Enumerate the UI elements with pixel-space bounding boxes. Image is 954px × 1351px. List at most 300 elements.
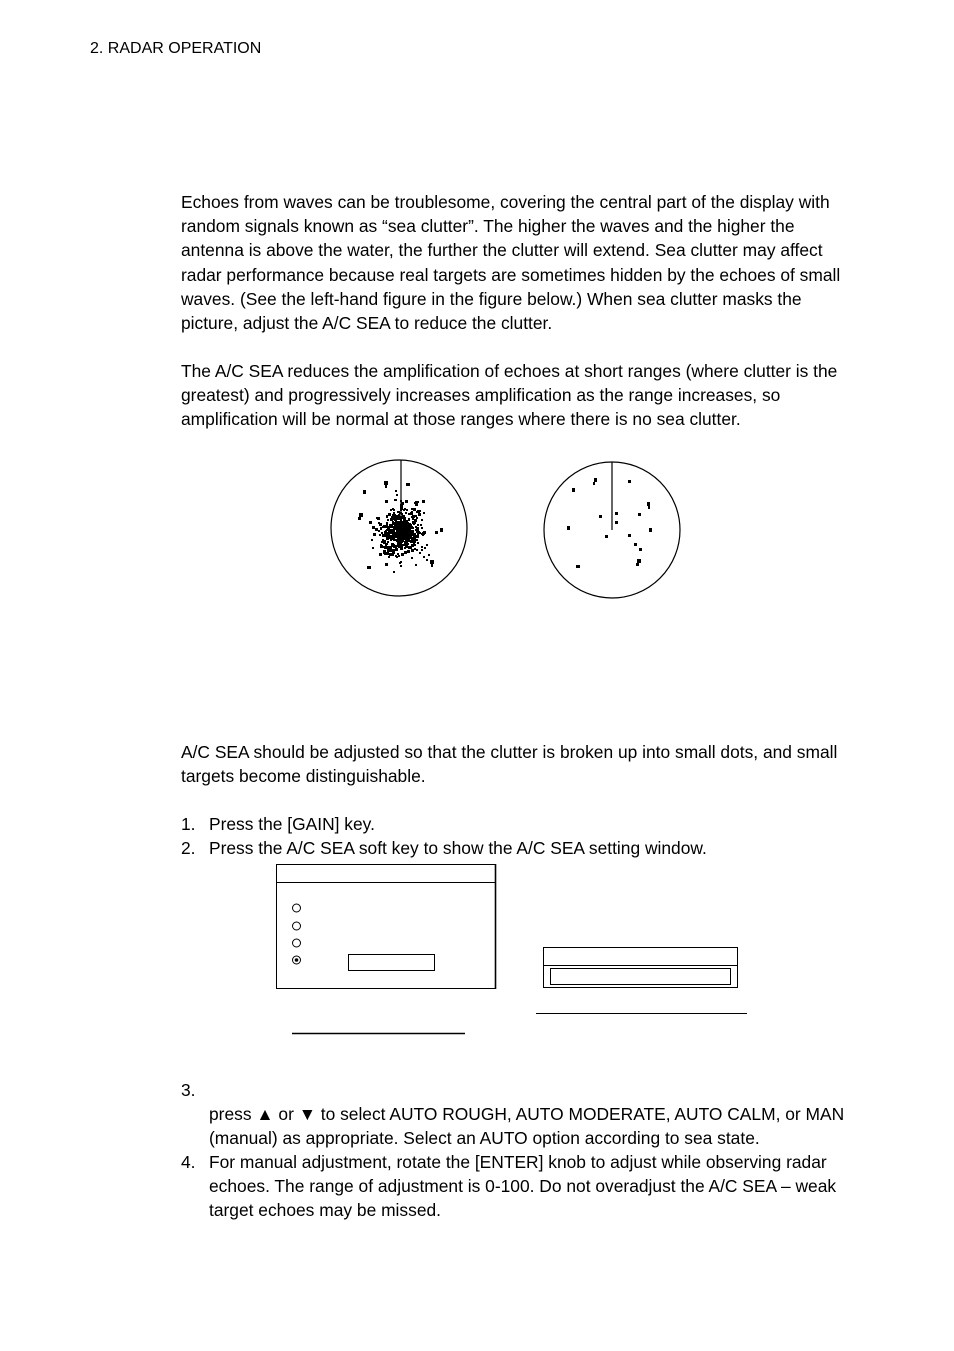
clutter-dot — [398, 545, 401, 548]
clutter-dot — [397, 524, 399, 526]
clutter-dot — [400, 532, 402, 534]
clutter-dot — [398, 511, 400, 513]
clutter-dot — [405, 524, 407, 526]
clutter-dot — [393, 531, 395, 533]
clutter-dot — [408, 535, 410, 537]
clutter-dot — [392, 534, 394, 536]
clutter-dot — [383, 525, 386, 528]
clutter-dot — [415, 515, 417, 517]
clutter-dot — [405, 526, 407, 528]
clutter-dot — [394, 515, 396, 517]
clutter-dot — [401, 529, 403, 531]
clutter-dot — [397, 525, 399, 527]
clutter-dot — [404, 525, 406, 527]
clutter-dot — [383, 546, 385, 548]
clutter-dot — [389, 546, 392, 549]
clutter-dot — [389, 549, 392, 552]
clutter-dot — [410, 547, 412, 549]
clutter-dot — [400, 504, 403, 507]
clutter-dot — [402, 536, 404, 538]
clutter-dot — [415, 501, 417, 503]
clutter-dot — [406, 522, 409, 525]
clutter-dot — [401, 533, 403, 535]
clutter-dot — [402, 539, 404, 541]
clutter-dot — [393, 536, 395, 538]
clutter-dot — [393, 517, 396, 520]
clutter-dot — [404, 532, 406, 534]
clutter-dot — [404, 517, 406, 519]
clutter-dot — [401, 529, 403, 531]
clutter-dot — [404, 531, 406, 533]
clutter-dot — [400, 530, 402, 532]
clutter-dot — [398, 530, 400, 532]
clutter-dot — [381, 532, 383, 534]
clutter-dot — [407, 550, 410, 553]
clutter-dot — [402, 532, 405, 535]
clutter-dot — [400, 520, 402, 522]
clutter-dot — [404, 518, 406, 520]
clutter-dot — [395, 520, 397, 522]
clutter-dot — [414, 534, 416, 536]
clutter-dot — [405, 522, 408, 525]
clutter-dot — [403, 531, 405, 533]
clutter-dot — [388, 529, 391, 532]
clutter-dot — [408, 513, 410, 515]
clutter-dot — [380, 545, 383, 548]
clutter-dot — [400, 533, 402, 535]
clutter-dot — [400, 530, 403, 533]
clutter-dot — [392, 508, 394, 510]
clutter-dot — [400, 522, 402, 524]
clutter-dot — [396, 522, 398, 524]
clutter-dot — [400, 531, 403, 534]
clutter-dot — [404, 521, 407, 524]
clutter-dot — [391, 543, 394, 546]
clutter-dot — [394, 549, 396, 551]
target-echoes-left — [358, 481, 443, 569]
clutter-dot — [406, 526, 408, 528]
clutter-dot — [404, 551, 407, 554]
clutter-dot — [405, 532, 407, 534]
clutter-dot — [397, 533, 399, 535]
clutter-dot — [402, 532, 404, 534]
clutter-dot — [405, 532, 408, 535]
clutter-dot — [401, 516, 404, 519]
clutter-dot — [402, 528, 404, 530]
clutter-dot — [400, 521, 402, 523]
clutter-dot — [403, 509, 405, 511]
clutter-dot — [405, 545, 408, 548]
clutter-dot — [410, 540, 413, 543]
clutter-dot — [388, 536, 390, 538]
clutter-dot — [383, 534, 385, 536]
clutter-dot — [426, 559, 428, 561]
clutter-dot — [410, 527, 412, 529]
clutter-dot — [401, 538, 403, 540]
clutter-dot — [379, 534, 381, 536]
clutter-dot — [411, 544, 414, 547]
clutter-dot — [406, 537, 408, 539]
clutter-dot — [404, 528, 407, 531]
clutter-dot — [404, 544, 406, 546]
clutter-dot — [397, 535, 400, 538]
clutter-dot — [398, 514, 400, 516]
clutter-dot — [401, 527, 404, 530]
clutter-dot — [393, 530, 395, 532]
clutter-dot — [386, 524, 388, 526]
clutter-dot — [397, 533, 399, 535]
clutter-dot — [394, 499, 396, 501]
clutter-dot — [393, 509, 395, 511]
clutter-dot — [411, 537, 414, 540]
clutter-dot — [395, 547, 397, 549]
clutter-dot — [406, 509, 408, 511]
clutter-dot — [423, 531, 426, 534]
clutter-dot — [402, 533, 404, 535]
clutter-dot — [403, 522, 405, 524]
clutter-dot — [392, 522, 394, 524]
clutter-dot — [390, 526, 392, 528]
clutter-dot — [405, 526, 407, 528]
step-number: 1. — [181, 814, 196, 834]
clutter-dot — [395, 517, 397, 519]
clutter-dot — [384, 542, 386, 544]
clutter-dot — [409, 533, 411, 535]
clutter-dot — [389, 532, 391, 534]
clutter-dot — [415, 564, 417, 566]
clutter-dot — [400, 524, 402, 526]
clutter-dot — [393, 514, 396, 517]
clutter-dot — [401, 532, 403, 534]
clutter-dot — [413, 523, 415, 525]
clutter-dot — [386, 546, 389, 549]
clutter-dot — [400, 539, 402, 541]
clutter-dot — [398, 555, 400, 557]
clutter-dot — [400, 516, 403, 519]
clutter-dot — [381, 541, 383, 543]
clutter-dot — [401, 536, 403, 538]
clutter-dot — [414, 519, 416, 521]
clutter-dot — [398, 525, 400, 527]
clutter-dot — [390, 525, 393, 528]
clutter-dot — [405, 530, 407, 532]
clutter-dot — [395, 539, 397, 541]
clutter-dot — [398, 526, 400, 528]
clutter-dot — [393, 516, 395, 518]
clutter-dot — [393, 534, 396, 537]
clutter-dot — [401, 529, 403, 531]
clutter-dot — [401, 529, 403, 531]
clutter-dot — [396, 545, 398, 547]
clutter-dot — [400, 530, 402, 532]
clutter-dot — [396, 515, 398, 517]
clutter-dot — [403, 533, 405, 535]
clutter-dot — [426, 544, 428, 546]
clutter-dot — [409, 527, 411, 529]
clutter-dot — [403, 525, 405, 527]
clutter-dot — [403, 533, 405, 535]
clutter-dot — [404, 537, 406, 539]
clutter-dot — [414, 522, 416, 524]
clutter-dot — [400, 529, 402, 531]
clutter-dot — [399, 525, 401, 527]
clutter-dot — [397, 543, 399, 545]
clutter-dot — [387, 548, 390, 551]
clutter-dot — [402, 538, 404, 540]
clutter-dot — [417, 542, 419, 544]
clutter-dot — [401, 526, 403, 528]
clutter-dot — [396, 525, 398, 527]
clutter-dot — [390, 524, 392, 526]
clutter-dot — [390, 509, 392, 511]
clutter-dot — [398, 529, 400, 531]
clutter-dot — [400, 530, 402, 532]
clutter-dot — [399, 529, 401, 531]
sea-clutter-intro-paragraph: Echoes from waves can be troublesome, covering the central part of the display with random signals known as “sea clutter”. The higher the waves and the higher the antenna is above the water, the further the clutter will extend. Sea clutter may affect radar performance because real targets are sometimes hidden by the echoes of small waves. (See the left-hand figure in the figure below.) When sea clutter masks the picture, adjust the A/C SEA to reduce the clutter. — [181, 192, 841, 334]
clutter-dot — [372, 547, 374, 549]
clutter-dot — [399, 530, 402, 533]
clutter-dot — [402, 535, 404, 537]
clutter-dot — [416, 517, 418, 519]
clutter-dot — [399, 538, 401, 540]
clutter-dot — [398, 527, 400, 529]
clutter-dot — [384, 531, 387, 534]
clutter-dot — [394, 518, 397, 521]
clutter-dot — [406, 520, 408, 522]
radio-option-auto-calm — [293, 939, 301, 947]
clutter-dot — [411, 538, 413, 540]
clutter-dot — [394, 526, 396, 528]
clutter-dot — [404, 533, 406, 535]
clutter-dot — [392, 523, 394, 525]
clutter-dot — [404, 538, 406, 540]
clutter-dot — [413, 538, 416, 541]
adjustment-guidance-paragraph: A/C SEA should be adjusted so that the clutter is broken up into small dots, and small targets become distinguishable. — [181, 742, 838, 787]
clutter-dot — [401, 530, 403, 532]
clutter-dot — [418, 513, 421, 516]
clutter-dot — [423, 556, 425, 558]
clutter-dot — [406, 522, 408, 524]
clutter-dot — [398, 527, 400, 529]
clutter-dot — [400, 534, 403, 537]
clutter-dot — [400, 530, 403, 533]
clutter-dot — [399, 512, 401, 514]
clutter-dot — [408, 523, 411, 526]
clutter-dot — [397, 538, 399, 540]
clutter-dot — [412, 530, 414, 532]
clutter-dot — [403, 528, 406, 531]
radio-option-auto-rough — [293, 904, 301, 912]
clutter-dot — [389, 537, 391, 539]
clutter-dot — [410, 533, 412, 535]
clutter-dot — [403, 528, 405, 530]
clutter-dot — [390, 538, 392, 540]
clutter-dot — [405, 530, 407, 532]
clutter-dot — [415, 503, 418, 506]
clutter-dot — [408, 528, 411, 531]
clutter-dot — [411, 533, 413, 535]
clutter-dot — [389, 514, 391, 516]
clutter-dot — [414, 544, 416, 546]
clutter-dot — [385, 534, 388, 537]
clutter-dot — [397, 511, 399, 513]
clutter-dot — [403, 527, 405, 529]
clutter-dot — [397, 522, 399, 524]
clutter-dot — [404, 529, 406, 531]
clutter-dot — [395, 548, 398, 551]
clutter-dot — [398, 529, 400, 531]
clutter-dot — [397, 531, 400, 534]
clutter-dot — [419, 552, 421, 554]
clutter-dot — [401, 553, 404, 556]
clutter-dot — [385, 544, 387, 546]
clutter-dot — [402, 529, 404, 531]
clutter-dot — [400, 525, 402, 527]
clutter-dot — [398, 531, 400, 533]
clutter-dot — [398, 536, 400, 538]
clutter-dot — [378, 530, 380, 532]
clutter-dot — [398, 529, 400, 531]
clutter-dot — [400, 542, 402, 544]
clutter-dot — [399, 516, 401, 518]
clutter-dot — [384, 553, 386, 555]
clutter-dot — [391, 516, 393, 518]
clutter-dot — [402, 536, 404, 538]
clutter-dot — [414, 541, 416, 543]
clutter-dot — [400, 530, 403, 533]
clutter-dot — [407, 533, 410, 536]
clutter-dot — [400, 530, 402, 532]
clutter-dot — [403, 526, 405, 528]
clutter-dot — [406, 533, 408, 535]
clutter-dot — [418, 531, 420, 533]
clutter-dot — [396, 527, 398, 529]
clutter-dot — [413, 542, 415, 544]
clutter-dot — [400, 530, 403, 533]
clutter-dot — [400, 530, 402, 532]
clutter-dot — [404, 532, 406, 534]
clutter-dot — [399, 525, 401, 527]
clutter-dot — [399, 524, 401, 526]
radio-option-man — [293, 956, 301, 964]
clutter-dot — [402, 530, 404, 532]
clutter-dot — [402, 528, 404, 530]
clutter-dot — [409, 536, 412, 539]
clutter-dot — [414, 502, 416, 504]
clutter-dot — [392, 537, 394, 539]
clutter-dot — [405, 512, 407, 514]
clutter-dot — [396, 529, 398, 531]
clutter-dot — [401, 534, 403, 536]
clutter-dot — [393, 550, 395, 552]
clutter-dot — [393, 545, 396, 548]
clutter-dot — [397, 537, 400, 540]
clutter-dot — [398, 532, 400, 534]
clutter-dot — [400, 529, 402, 531]
clutter-dot — [401, 527, 403, 529]
clutter-dot — [397, 530, 399, 532]
step-3 — [181, 1078, 861, 1150]
clutter-dot — [405, 538, 408, 541]
clutter-dot — [410, 541, 412, 543]
clutter-dot — [403, 520, 406, 523]
clutter-dot — [380, 528, 382, 530]
clutter-dot — [415, 529, 417, 531]
clutter-dot — [402, 535, 404, 537]
clutter-dot — [387, 532, 390, 535]
clutter-dot — [397, 532, 399, 534]
clutter-dot — [386, 537, 389, 540]
clutter-dot — [403, 537, 405, 539]
clutter-dot — [407, 539, 409, 541]
clutter-dot — [392, 522, 395, 525]
clutter-dot — [411, 541, 413, 543]
clutter-dot — [394, 519, 396, 521]
clutter-dot — [398, 531, 400, 533]
clutter-dot — [403, 528, 405, 530]
step-text: Press the [GAIN] key. — [209, 814, 375, 834]
clutter-dot — [407, 530, 409, 532]
clutter-dot — [397, 530, 399, 532]
clutter-dot — [400, 534, 403, 537]
clutter-dot — [406, 533, 408, 535]
clutter-dot — [404, 535, 406, 537]
clutter-dot — [392, 522, 394, 524]
clutter-dot — [410, 527, 412, 529]
clutter-dot — [397, 528, 399, 530]
clutter-dot — [398, 530, 400, 532]
clutter-dot — [419, 532, 421, 534]
clutter-dot — [398, 535, 401, 538]
clutter-dot — [387, 541, 389, 543]
clutter-dot — [397, 518, 399, 520]
clutter-dot — [385, 500, 388, 503]
clutter-dot — [402, 527, 404, 529]
clutter-dot — [404, 533, 407, 536]
clutter-dot — [399, 526, 401, 528]
clutter-dot — [402, 524, 404, 526]
clutter-dot — [393, 537, 395, 539]
clutter-dot — [400, 565, 402, 567]
clutter-dot — [408, 524, 410, 526]
clutter-dot — [386, 543, 388, 545]
clutter-dot — [379, 553, 382, 556]
clutter-dot — [413, 508, 416, 511]
clutter-dot — [396, 529, 399, 532]
step-text: Press the A/C SEA soft key to show the A/C SEA setting window. — [209, 838, 707, 858]
clutter-dot — [397, 522, 400, 525]
clutter-dot — [404, 523, 406, 525]
clutter-dot — [396, 531, 398, 533]
clutter-dot — [383, 534, 386, 537]
clutter-dot — [402, 533, 404, 535]
clutter-dot — [396, 526, 398, 528]
clutter-dot — [401, 503, 403, 505]
clutter-dot — [401, 529, 403, 531]
clutter-dot — [400, 530, 403, 533]
clutter-dot — [421, 527, 423, 529]
clutter-dot — [402, 533, 404, 535]
clutter-dot — [400, 532, 403, 535]
clutter-dot — [399, 528, 401, 530]
clutter-dot — [392, 529, 394, 531]
clutter-dot — [397, 553, 399, 555]
clutter-dot — [388, 556, 390, 558]
clutter-dot — [400, 546, 402, 548]
clutter-dot — [387, 546, 389, 548]
clutter-dot — [407, 524, 410, 527]
clutter-dot — [422, 500, 425, 503]
